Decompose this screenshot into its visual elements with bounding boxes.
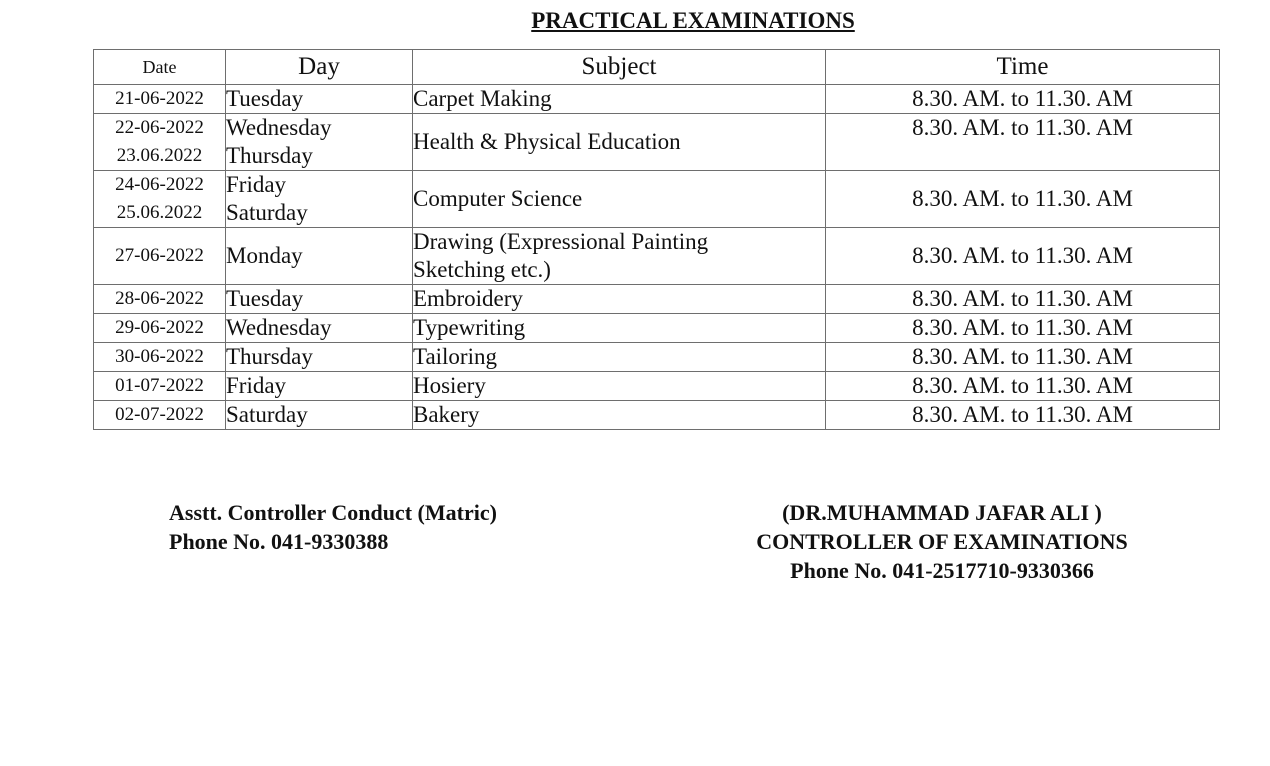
controller-designation: CONTROLLER OF EXAMINATIONS [756,529,1128,554]
controller-phone: Phone No. 041-2517710-9330366 [790,558,1094,583]
date-cell [94,401,226,430]
day-text: Tuesday [226,86,304,111]
day-cell [226,114,413,171]
date-cell [94,343,226,372]
subject-cell [413,171,826,228]
page-title: PRACTICAL EXAMINATIONS [531,8,855,33]
time-cell [826,171,1220,228]
time-text: 8.30. AM. to 11.30. AM [912,344,1133,369]
table-row [94,372,1220,401]
subject-text: Typewriting [413,315,526,340]
subject-text: Hosiery [413,373,486,398]
subject-text: Carpet Making [413,86,552,111]
subject-cell [413,228,826,285]
subject-cell [413,114,826,171]
time-text: 8.30. AM. to 11.30. AM [912,115,1133,140]
day-text: Friday [226,373,287,398]
subject-cell [413,343,826,372]
day-cell [226,401,413,430]
table-row [94,171,1220,228]
subject-text: Embroidery [413,286,523,311]
header-time: Time [826,50,1220,85]
time-cell [826,343,1220,372]
subject-cell [413,314,826,343]
day-text: Thursday [226,344,313,369]
date-cell [94,171,226,228]
date-text: 23.06.2022 [116,145,203,166]
subject-text: Drawing (Expressional Painting [413,229,709,254]
subject-text: Computer Science [413,186,583,211]
time-text: 8.30. AM. to 11.30. AM [912,243,1133,268]
date-text: 25.06.2022 [116,202,203,223]
header-date: Date [94,50,226,85]
subject-cell [413,401,826,430]
table-header-row [94,50,1220,85]
day-cell [226,228,413,285]
assistant-controller-phone: Phone No. 041-9330388 [169,529,389,554]
time-text: 8.30. AM. to 11.30. AM [912,286,1133,311]
time-cell [826,85,1220,114]
date-text: 27-06-2022 [115,245,204,266]
date-text: 29-06-2022 [115,317,204,338]
table-row [94,85,1220,114]
assistant-controller-signature-block [169,498,497,556]
subject-text: Tailoring [413,344,497,369]
date-text: 28-06-2022 [115,288,204,309]
day-text: Monday [226,243,303,268]
controller-name: (DR.MUHAMMAD JAFAR ALI ) [782,500,1102,525]
controller-signature-block [712,498,1172,585]
time-text: 8.30. AM. to 11.30. AM [912,402,1133,427]
date-text: 30-06-2022 [115,346,204,367]
date-text: 21-06-2022 [115,88,204,109]
date-cell [94,85,226,114]
time-cell [826,401,1220,430]
time-cell [826,314,1220,343]
time-text: 8.30. AM. to 11.30. AM [912,186,1133,211]
day-cell [226,372,413,401]
subject-text: Bakery [413,402,480,427]
date-text: 24-06-2022 [115,174,204,195]
day-text: Saturday [226,200,308,225]
date-cell [94,228,226,285]
header-subject: Subject [413,50,826,85]
table-row [94,114,1220,171]
date-text: 02-07-2022 [115,404,204,425]
day-cell [226,285,413,314]
subject-cell [413,285,826,314]
day-text: Tuesday [226,286,304,311]
subject-cell [413,372,826,401]
header-day: Day [226,50,413,85]
time-cell [826,114,1220,171]
date-cell [94,372,226,401]
table-row [94,314,1220,343]
time-cell [826,285,1220,314]
subject-text: Health & Physical Education [413,129,681,154]
table-row [94,285,1220,314]
date-text: 01-07-2022 [115,375,204,396]
time-text: 8.30. AM. to 11.30. AM [912,315,1133,340]
assistant-controller-designation: Asstt. Controller Conduct (Matric) [169,500,497,525]
day-text: Wednesday [226,315,332,340]
subject-cell [413,85,826,114]
day-cell [226,314,413,343]
time-text: 8.30. AM. to 11.30. AM [912,86,1133,111]
day-text: Friday [226,172,287,197]
table-row [94,401,1220,430]
exam-schedule-table [93,49,1220,430]
date-cell [94,285,226,314]
day-cell [226,85,413,114]
day-cell [226,343,413,372]
table-row [94,343,1220,372]
table-row [94,228,1220,285]
day-text: Saturday [226,402,308,427]
day-cell [226,171,413,228]
date-cell [94,314,226,343]
time-cell [826,228,1220,285]
day-text: Thursday [226,143,313,168]
time-text: 8.30. AM. to 11.30. AM [912,373,1133,398]
date-cell [94,114,226,171]
subject-text: Sketching etc.) [413,257,551,282]
time-cell [826,372,1220,401]
date-text: 22-06-2022 [115,117,204,138]
day-text: Wednesday [226,115,332,140]
